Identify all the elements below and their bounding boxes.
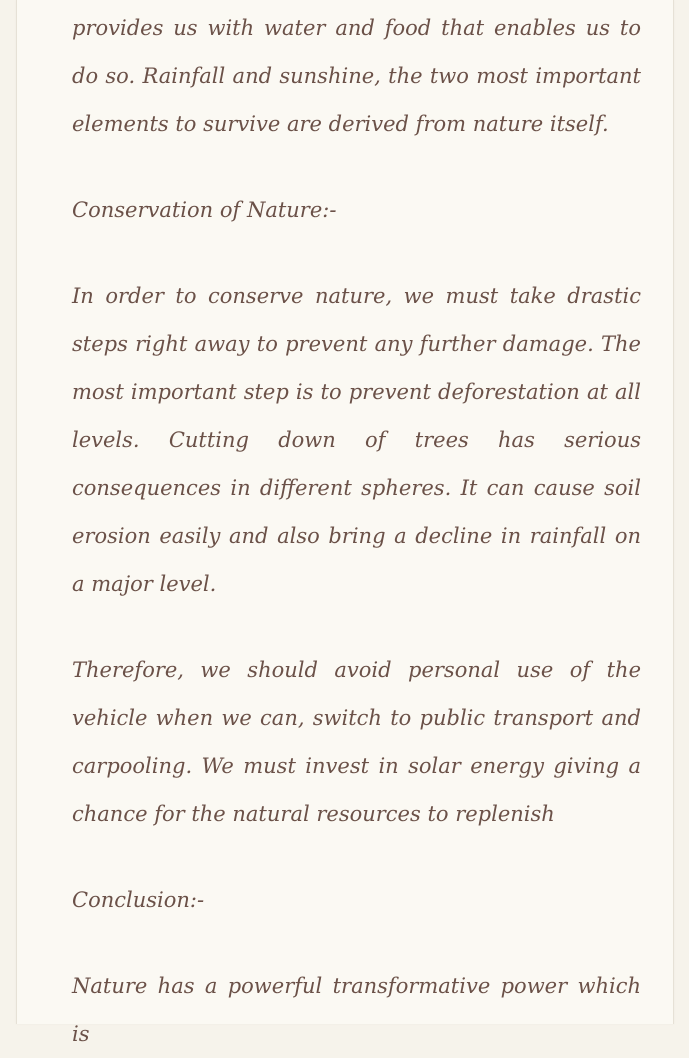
paragraph-intro-end: provides us with water and food that enables us to do so. Rainfall and sunshine, the two most important elements to survive are derived from nature itself.: [72, 16, 641, 136]
paragraph-therefore: Therefore, we should avoid personal use of the vehicle when we can, switch to public transport and carpooling. We must invest in solar energy giving a chance for the natural resources to replenish: [72, 658, 641, 826]
paragraph-conclusion-start: Nature has a powerful transformative power which is: [72, 974, 641, 1046]
heading-conservation: Conservation of Nature:-: [72, 198, 337, 222]
essay-body: [72, 4, 641, 1058]
paragraph-conserve: In order to conserve nature, we must take drastic steps right away to prevent any further damage. The most important step is to prevent deforestation at all levels. Cutting down of trees has serious consequences in different spheres. It can cause soil erosion easily and also bring a decline in rainfall on a major level.: [72, 284, 641, 596]
document-page: [16, 0, 674, 1046]
heading-conclusion: Conclusion:-: [72, 888, 205, 912]
